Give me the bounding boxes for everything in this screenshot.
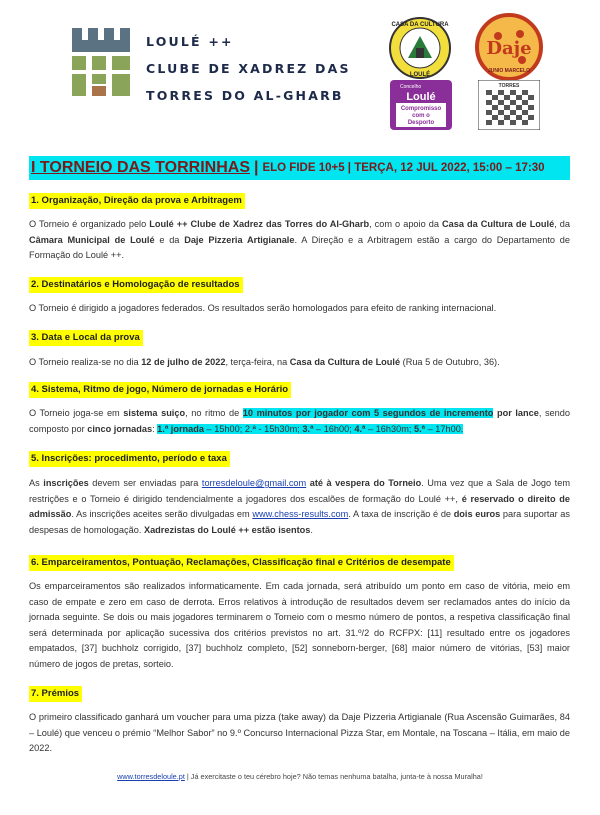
club-line2: CLUBE DE XADREZ DAS (146, 61, 351, 76)
loule-desporto-line1: Compromisso (400, 106, 442, 112)
s4-round3-time: – 16h00; (313, 423, 355, 434)
s5-bold-inscricoes: inscrições (43, 478, 89, 488)
email-link[interactable]: torresdeloule@gmail.com (201, 478, 307, 488)
section-heading-3: 3. Data e Local da prova (29, 330, 143, 346)
s3-bold-date: 12 de julho de 2022 (141, 357, 226, 367)
s5-text-e: . As inscrições aceites serão divulgadas em (71, 509, 253, 520)
section-heading-4: 4. Sistema, Ritmo de jogo, Número de jornadas e Horário (29, 382, 291, 398)
s4-round1-time: – 15h00; (203, 423, 245, 434)
section-text-6: Os emparceiramentos são realizados informaticamente. Em cada jornada, será atribuído um ponto em caso de vitória, meio em caso de empate e zero em caso de derrota. Erros relativos à introdução de resultados devem ser reclamados antes do início da jornada seguinte. Se dois ou mais jogadores terminarem o Torneio com o mesmo número de pontos, a respetiva classificação final será determinada por aplicação sucessiva dos critérios previstos no art. 31.º/2 do RCFPX: [11] resultado entre os jogadores empatados, [37] buchholz corrigido, [37] buchholz completo, [52] sonneborn-berger, [68] maior número de vitórias, [53] maior número de jogos de pretas, sorteio. (29, 581, 570, 669)
club-name (146, 28, 351, 109)
s5-bold-admission: é reservado o direito de admissão (29, 493, 570, 520)
s5-text-a: As (29, 478, 44, 488)
tournament-subtitle: ELO FIDE 10+5 | TERÇA, 12 JUL 2022, 15:00 – 17:30 (262, 162, 545, 174)
s5-bold-deadline: até à vespera do Torneio (306, 478, 422, 488)
section-heading-5: 5. Inscrições: procedimento, período e taxa (29, 451, 230, 467)
section-text-7: O primeiro classificado ganhará um voucher para uma pizza (take away) da Daje Pizzeria Artigianale (Rua Ascensão Guimarães, 84 – Loulé) que venceu o prémio “Melhor Sabor” no 9.º Concurso Internacional Pizza Star, em Montale, na Toscana – Itália, em maio de 2022. (29, 712, 570, 754)
footer-text: | Já exercitaste o teu cérebro hoje? Não temas nenhuma batalha, junta-te à nossa Muralha! (184, 772, 483, 781)
section-text-1 (29, 217, 570, 264)
s1-bold-daje: Daje Pizzeria Artigianale (184, 234, 295, 245)
s3-text-a: O Torneio realiza-se no dia (29, 357, 142, 367)
s5-text-c: devem ser enviadas para (88, 478, 202, 488)
s4-round5-time: – 17h00. (425, 423, 464, 434)
s3-text-d: (Rua 5 de Outubro, 36). (400, 357, 500, 367)
s3-bold-casa: Casa da Cultura de Loulé (289, 357, 401, 367)
s1-text-c: , com o apoio da (369, 219, 442, 229)
casa-cultura-logo (388, 16, 452, 80)
section-text-2: O Torneio é dirigido a jogadores federados. Os resultados serão homologados para efeito de ranking internacional. (29, 303, 497, 313)
casa-cultura-bottom: LOULÉ (409, 72, 431, 78)
s4-text-e: : (152, 423, 158, 434)
s5-text-g: para suportar as despesas de homologação. (29, 509, 570, 535)
daje-logo (474, 12, 544, 82)
s1-bold-club: Loulé ++ Clube de Xadrez das Torres do Al-Gharb (149, 219, 370, 229)
s4-round4-label: 4.ª (354, 423, 366, 434)
chess-board-logo (478, 80, 540, 130)
s4-round2: 2.ª - 15h30m; (244, 423, 303, 434)
castle-logo (70, 28, 136, 98)
s4-schedule (157, 424, 463, 434)
s1-text-f: . A Direção e a Arbitragem estão a cargo do Departamento de Formação do Loulé ++. (29, 234, 570, 261)
s5-text-d: . Uma vez que a Sala de Jogo tem restrições e o Torneio é dirigido tendencialmente a jogadores dos escalões de formação do Loulé ++, (29, 478, 571, 504)
footer (0, 772, 600, 781)
title-separator: | (253, 159, 259, 176)
s1-text-d: , da (554, 219, 571, 229)
s1-bold-camara: Câmara Municipal de Loulé (29, 234, 155, 245)
loule-desporto-top: Concelho (400, 84, 422, 90)
s4-highlight-rhythm: 10 minutos por jogador com 5 segundos de incremento (242, 408, 494, 418)
tournament-title-bar (29, 156, 570, 180)
s4-text-a: O Torneio joga-se em (29, 408, 124, 418)
s1-text-e: e da (154, 234, 185, 245)
s4-round1-label: 1.ª jornada (157, 423, 204, 434)
club-line3: TORRES DO AL-GHARB (146, 88, 344, 103)
s3-text-c: , terça-feira, na (225, 357, 290, 367)
s5-bold-exempt: Xadrezistas do Loulé ++ estão isentos (143, 524, 311, 535)
s4-round3-label: 3.ª (302, 423, 314, 434)
casa-cultura-top: CASA DA CULTURA (391, 22, 449, 28)
loule-desporto-line2: com o (412, 113, 430, 119)
section-heading-6: 6. Emparceiramentos, Pontuação, Reclamações, Classificação final e Critérios de desempate (29, 555, 454, 571)
tournament-title: I TORNEIO DAS TORRINHAS (31, 159, 250, 176)
daje-name: Daje (486, 38, 532, 59)
chess-logo-label: TORRES (498, 83, 520, 89)
section-text-5 (29, 476, 570, 538)
s4-text-c: , no ritmo de (185, 408, 243, 418)
footer-link[interactable]: www.torresdeloule.pt (117, 772, 185, 781)
s4-bold-per-move: por lance (493, 408, 539, 418)
s4-bold-swiss: sistema suiço (123, 408, 186, 418)
s1-bold-casa: Casa da Cultura de Loulé (441, 219, 555, 229)
loule-desporto-logo (390, 80, 452, 130)
section-heading-1: 1. Organização, Direção da prova e Arbitragem (29, 193, 245, 209)
club-line1: LOULÉ ++ (146, 34, 234, 49)
s1-text-a: O Torneio é organizado pelo (29, 219, 150, 229)
s5-text-h: . (310, 524, 313, 535)
section-text-4 (29, 406, 570, 437)
section-text-3 (29, 355, 570, 371)
loule-desporto-line3: Desporto (407, 120, 435, 126)
s4-bold-rounds: cinco jornadas (87, 423, 153, 434)
s5-text-f: . A taxa de inscrição é de (348, 509, 454, 520)
s4-round4-time: – 16h30m; (365, 423, 414, 434)
s5-bold-fee: dois euros (453, 509, 501, 520)
daje-sub: JUNIO MARCELO (488, 68, 530, 74)
s4-round5-label: 5.ª (413, 423, 426, 434)
loule-desporto-name: Loulé (406, 91, 436, 103)
section-heading-2: 2. Destinatários e Homologação de resultados (29, 277, 243, 293)
chess-results-link[interactable]: www.chess-results.com (252, 509, 349, 520)
header (0, 0, 600, 140)
section-heading-7: 7. Prémios (29, 686, 82, 702)
s4-text-d: , sendo composto por (29, 408, 570, 434)
